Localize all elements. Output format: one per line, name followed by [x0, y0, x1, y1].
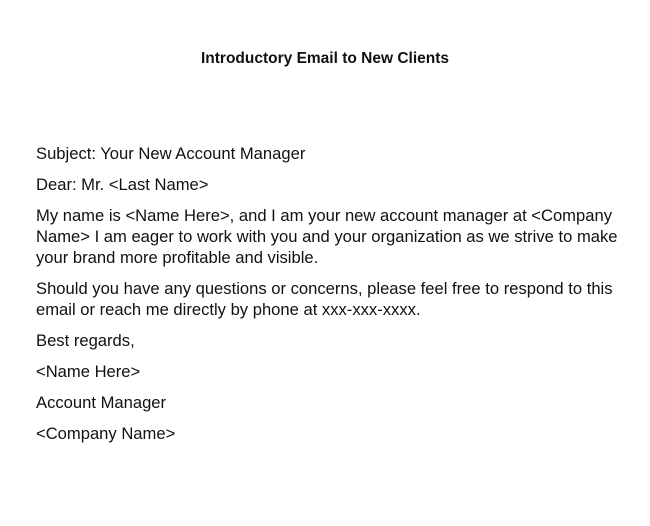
paragraph-line: My name is <Name Here>, and I am your new account manager at <Company	[36, 206, 612, 225]
paragraph-line: Should you have any questions or concerns, please feel free to respond to this	[36, 279, 613, 298]
subject-line	[36, 143, 618, 164]
closing-text: Best regards,	[36, 331, 135, 350]
signature-role-text: Account Manager	[36, 393, 167, 412]
closing	[36, 330, 618, 351]
subject-text: Subject: Your New Account Manager	[36, 144, 306, 163]
signature-company	[36, 423, 618, 444]
signature-role	[36, 392, 618, 413]
signature-company-text: <Company Name>	[36, 424, 176, 443]
email-body	[36, 143, 618, 454]
paragraph-line: your brand more profitable and visible.	[36, 248, 319, 267]
contact-paragraph	[36, 278, 618, 320]
greeting-text: Dear: Mr. <Last Name>	[36, 175, 209, 194]
document-title: Introductory Email to New Clients	[200, 50, 450, 67]
intro-paragraph	[36, 205, 618, 268]
signature-name	[36, 361, 618, 382]
greeting	[36, 174, 618, 195]
paragraph-line: email or reach me directly by phone at xxx-xxx-xxxx.	[36, 300, 421, 319]
signature-name-text: <Name Here>	[36, 362, 141, 381]
paragraph-line: Name> I am eager to work with you and your organization as we strive to make	[36, 227, 618, 246]
